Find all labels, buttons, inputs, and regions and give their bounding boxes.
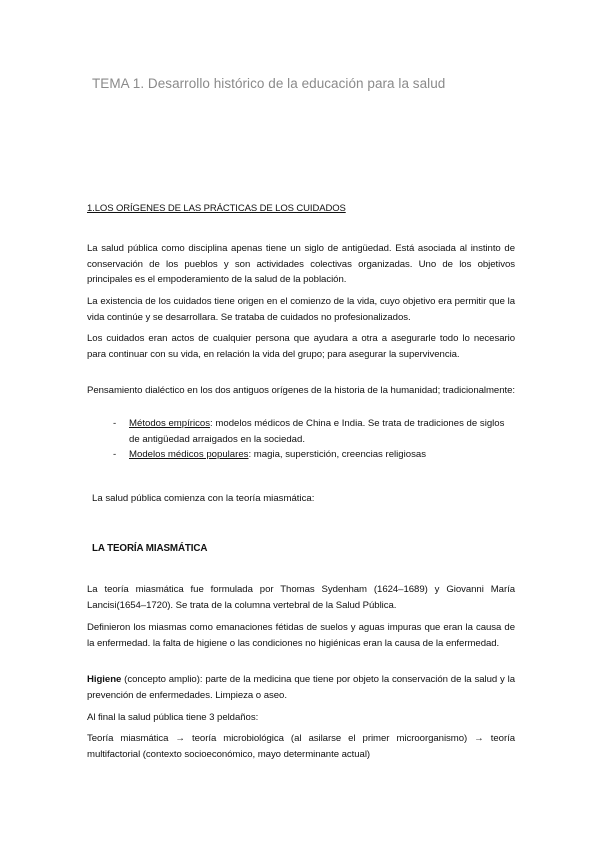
paragraph-miasmatic-intro: La salud pública comienza con la teoría miasmática: (92, 493, 315, 504)
list-item (113, 416, 513, 447)
paragraph-dialectic-thought: Pensamiento dialéctico en los dos antiguos orígenes de la historia de la humanidad; tradicionalmente: (87, 385, 516, 396)
bullet-term: Modelos médicos populares (129, 449, 249, 460)
paragraph-theories-progression: Teoría miasmática → teoría microbiológica (al asilarse el primer microorganismo) → teoría multifactorial (contexto socioeconómico, mayo determinante actual) (87, 733, 515, 760)
paragraph-steps: Al final la salud pública tiene 3 peldaños: (87, 712, 259, 723)
bullet-text: : modelos médicos de China e India. Se trata de tradiciones de siglos de antigüedad arraigados en la sociedad. (129, 418, 505, 445)
bullet-dash: - (113, 418, 117, 429)
bullet-term: Métodos empíricos (129, 418, 211, 429)
paragraph-care-acts: Los cuidados eran actos de cualquier persona que ayudara a otra a asegurarle todo lo necesario para continuar con su vida, en relación la vida del grupo; para asegurar la supervivencia. (87, 333, 515, 360)
paragraph-hygiene (87, 672, 515, 703)
hygiene-term: Higiene (87, 674, 122, 685)
list-item (113, 447, 513, 463)
section-heading-origins: 1.LOS ORÍGENES DE LAS PRÁCTICAS DE LOS CUIDADOS (87, 203, 346, 214)
paragraph-miasmatic-authors: La teoría miasmática fue formulada por Thomas Sydenham (1624–1689) y Giovanni María Lancisi(1654–1720). Se trata de la columna vertebral de la Salud Pública. (87, 584, 515, 611)
paragraph-miasma-definition: Definieron los miasmas como emanaciones fétidas de suelos y aguas impuras que eran la causa de la enfermedad. la falta de higiene o las condiciones no higiénicas eran la causa de la enfermedad. (87, 622, 515, 649)
paragraph-care-origin: La existencia de los cuidados tiene origen en el comienzo de la vida, cuyo objetivo era permitir que la vida continúe y se desarrollara. Se trataba de cuidados no profesionalizados. (87, 296, 515, 323)
bullet-text: : magia, superstición, creencias religiosas (248, 449, 427, 460)
bullet-list-origins (113, 416, 513, 463)
hygiene-text: (concepto amplio): parte de la medicina que tiene por objeto la conservación de la salud y la prevención de enfermedades. Limpieza o aseo. (87, 674, 515, 701)
document-title: TEMA 1. Desarrollo histórico de la educación para la salud (92, 76, 446, 91)
paragraph-public-health-intro: La salud pública como disciplina apenas tiene un siglo de antigüedad. Está asociada al instinto de conservación de los pueblos y son actividades colectivas organizadas. Uno de los objetivos principales es el empoderamiento de la salud de la población. (87, 243, 515, 285)
bullet-dash: - (113, 449, 117, 460)
section-heading-miasmatic: LA TEORÍA MIASMÁTICA (92, 543, 208, 554)
